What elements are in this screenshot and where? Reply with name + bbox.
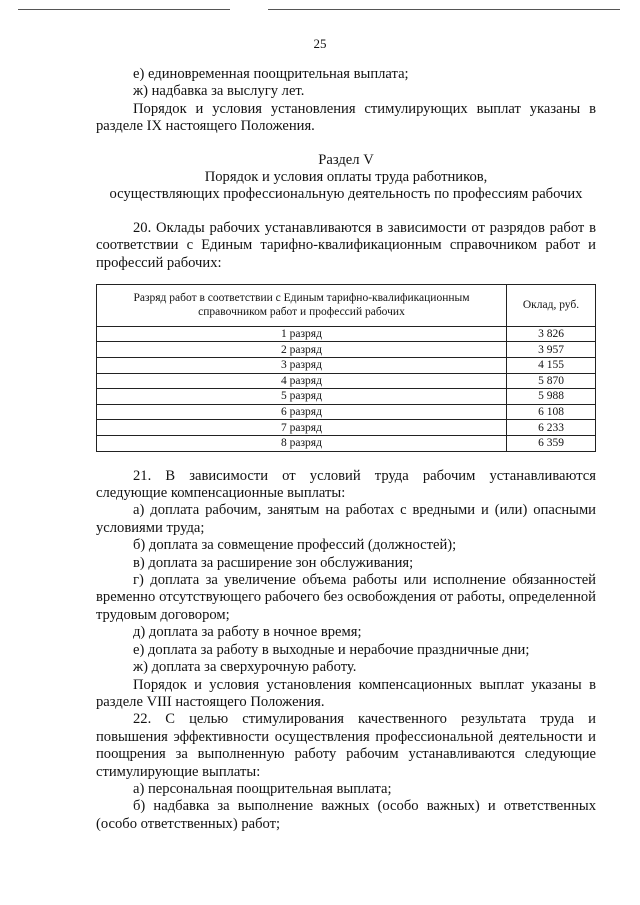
table-row xyxy=(97,389,596,405)
list-item: е) доплата за работу в выходные и нерабочие праздничные дни; xyxy=(133,641,530,658)
table-row xyxy=(97,404,596,420)
salary-cell: 4 155 xyxy=(507,358,596,374)
salary-cell: 5 988 xyxy=(507,389,596,405)
grade-cell: 5 разряд xyxy=(97,389,507,405)
section-title-line2: осуществляющих профессиональную деятельность по профессиям рабочих xyxy=(109,186,583,203)
page-number: 25 xyxy=(313,36,327,51)
table-row xyxy=(97,342,596,358)
salary-cell: 6 108 xyxy=(507,404,596,420)
salary-table xyxy=(96,284,596,452)
grade-cell: 4 разряд xyxy=(97,373,507,389)
list-item: д) доплата за работу в ночное время; xyxy=(133,624,362,641)
paragraph-22: 22. С целью стимулирования качественного результата труда и повышения эффективности осуществления профессиональной деятельности и поощрения за выполненную работу рабочим устанавливаются следующие стимулирующие выплаты: xyxy=(96,711,596,780)
list-item: ж) доплата за сверхурочную работу. xyxy=(133,659,357,676)
salary-cell: 6 359 xyxy=(507,436,596,452)
top-rule xyxy=(18,9,230,10)
salary-cell: 3 826 xyxy=(507,326,596,342)
list-item: е) единовременная поощрительная выплата; xyxy=(133,66,409,82)
grade-cell: 7 разряд xyxy=(97,420,507,436)
header-salary: Оклад, руб. xyxy=(507,285,596,327)
section-title-line1: Порядок и условия оплаты труда работников, xyxy=(204,169,488,186)
list-item: б) доплата за совмещение профессий (должностей); xyxy=(133,537,457,554)
salary-cell: 5 870 xyxy=(507,373,596,389)
paragraph-21: 21. В зависимости от условий труда рабочим устанавливаются следующие компенсационные выплаты: xyxy=(96,467,596,502)
table-row xyxy=(97,420,596,436)
list-item: г) доплата за увеличение объема работы или исполнение обязанностей временно отсутствующего рабочего без освобождения от работы, определенной трудовым договором; xyxy=(96,572,596,623)
grade-cell: 3 разряд xyxy=(97,358,507,374)
grade-cell: 1 разряд xyxy=(97,326,507,342)
list-item: а) доплата рабочим, занятым на работах с вредными и (или) опасными условиями труда; xyxy=(96,502,596,536)
grade-cell: 6 разряд xyxy=(97,404,507,420)
paragraph: Порядок и условия установления компенсационных выплат указаны в разделе VIII настоящего Положения. xyxy=(96,676,596,710)
table-row xyxy=(97,373,596,389)
salary-cell: 3 957 xyxy=(507,342,596,358)
list-item: в) доплата за расширение зон обслуживания; xyxy=(133,554,414,571)
grade-cell: 8 разряд xyxy=(97,436,507,452)
table-header-row xyxy=(97,285,596,327)
paragraph: Порядок и условия установления стимулирующих выплат указаны в разделе IX настоящего Положения. xyxy=(96,100,596,135)
paragraph-20: 20. Оклады рабочих устанавливаются в зависимости от разрядов работ в соответствии с Единым тарифно-квалификационным справочником работ и профессий рабочих: xyxy=(96,219,596,271)
list-item: ж) надбавка за выслугу лет. xyxy=(133,83,305,100)
top-rule-right xyxy=(268,9,620,10)
table-row xyxy=(97,358,596,374)
salary-cell: 6 233 xyxy=(507,420,596,436)
list-item: а) персональная поощрительная выплата; xyxy=(133,780,392,797)
section-label: Раздел V xyxy=(318,151,374,168)
grade-cell: 2 разряд xyxy=(97,342,507,358)
header-grade: Разряд работ в соответствии с Единым тарифно-квалификационным справочником работ и профессий рабочих xyxy=(97,285,507,327)
table-row xyxy=(97,326,596,342)
table-row xyxy=(97,436,596,452)
document-body xyxy=(96,66,596,833)
list-item: б) надбавка за выполнение важных (особо важных) и ответственных (особо ответственных) работ; xyxy=(96,798,596,832)
